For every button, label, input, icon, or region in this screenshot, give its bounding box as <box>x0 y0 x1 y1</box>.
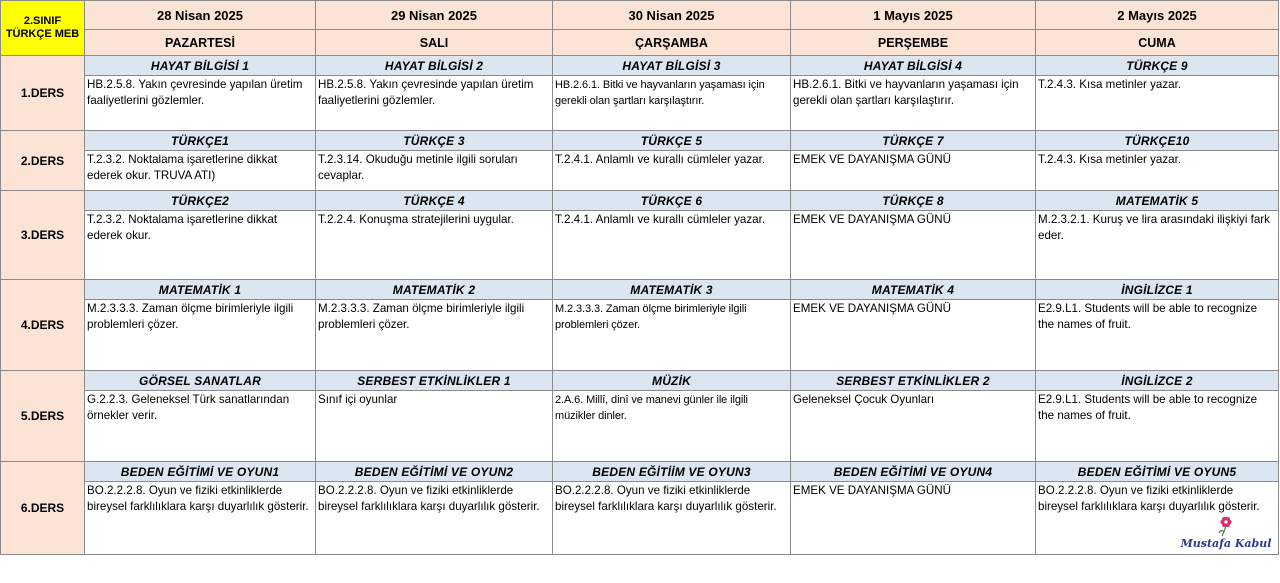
day-header: PERŞEMBE <box>791 30 1036 56</box>
subject-title: TÜRKÇE2 <box>85 191 316 211</box>
date-header: 2 Mayıs 2025 <box>1036 1 1279 30</box>
subject-title: SERBEST ETKİNLİKLER 2 <box>791 371 1036 391</box>
subject-title: BEDEN EĞİTİMİ VE OYUN2 <box>316 462 553 482</box>
objective-text: T.2.4.3. Kısa metinler yazar. <box>1036 76 1279 131</box>
objective-text: M.2.3.3.3. Zaman ölçme birimleriyle ilgili problemleri çözer. <box>316 300 553 371</box>
lesson-label: 6.DERS <box>1 462 85 555</box>
subject-title: MATEMATİK 2 <box>316 280 553 300</box>
subject-title: BEDEN EĞİTİMİ VE OYUN5 <box>1036 462 1279 482</box>
objective-text: BO.2.2.2.8. Oyun ve fiziki etkinliklerde bireysel farklılıklara karşı duyarlılık gösterir. <box>85 482 316 555</box>
objective-text: E2.9.L1. Students will be able to recognize the names of fruit. <box>1036 300 1279 371</box>
subject-title: MATEMATİK 4 <box>791 280 1036 300</box>
objective-text: EMEK VE DAYANIŞMA GÜNÜ <box>791 151 1036 191</box>
subject-title: MATEMATİK 1 <box>85 280 316 300</box>
objective-text: M.2.3.2.1. Kuruş ve lira arasındaki ilişkiyi fark eder. <box>1036 211 1279 280</box>
objective-text: T.2.2.4. Konuşma stratejilerini uygular. <box>316 211 553 280</box>
subject-title: TÜRKÇE 7 <box>791 131 1036 151</box>
lesson-label: 3.DERS <box>1 191 85 280</box>
objective-text: HB.2.5.8. Yakın çevresinde yapılan üretim faaliyetlerini gözlemler. <box>85 76 316 131</box>
subject-title: İNGİLİZCE 1 <box>1036 280 1279 300</box>
flower-icon <box>1219 517 1232 536</box>
objective-text: 2.A.6. Millî, dinî ve manevi günler ile ilgili müzikler dinler. <box>553 391 791 462</box>
objective-text: BO.2.2.2.8. Oyun ve fiziki etkinliklerde bireysel farklılıklara karşı duyarlılık gösterir. <box>316 482 553 555</box>
subject-title: TÜRKÇE 3 <box>316 131 553 151</box>
objective-text: G.2.2.3. Geleneksel Türk sanatlarından örnekler verir. <box>85 391 316 462</box>
objective-text: Sınıf içi oyunlar <box>316 391 553 462</box>
objective-text: M.2.3.3.3. Zaman ölçme birimleriyle ilgili problemleri çözer. <box>85 300 316 371</box>
day-header: ÇARŞAMBA <box>553 30 791 56</box>
subject-title: TÜRKÇE 8 <box>791 191 1036 211</box>
subject-title: MATEMATİK 3 <box>553 280 791 300</box>
date-header: 28 Nisan 2025 <box>85 1 316 30</box>
subject-title: TÜRKÇE 5 <box>553 131 791 151</box>
objective-text: EMEK VE DAYANIŞMA GÜNÜ <box>791 211 1036 280</box>
objective-text: T.2.3.2. Noktalama işaretlerine dikkat ederek okur. TRUVA ATI) <box>85 151 316 191</box>
subject-title: HAYAT BİLGİSİ 2 <box>316 56 553 76</box>
objective-text: EMEK VE DAYANIŞMA GÜNÜ <box>791 482 1036 555</box>
objective-text: M.2.3.3.3. Zaman ölçme birimleriyle ilgili problemleri çözer. <box>553 300 791 371</box>
subject-title: HAYAT BİLGİSİ 4 <box>791 56 1036 76</box>
subject-title: TÜRKÇE10 <box>1036 131 1279 151</box>
objective-text: BO.2.2.2.8. Oyun ve fiziki etkinliklerde bireysel farklılıklara karşı duyarlılık gösterir. Mustafa Kabul <box>1036 482 1279 555</box>
subject-title: TÜRKÇE 6 <box>553 191 791 211</box>
subject-title: BEDEN EĞİTİİM VE OYUN3 <box>553 462 791 482</box>
subject-title: İNGİLİZCE 2 <box>1036 371 1279 391</box>
objective-text: T.2.3.2. Noktalama işaretlerine dikkat ederek okur. <box>85 211 316 280</box>
subject-title: HAYAT BİLGİSİ 3 <box>553 56 791 76</box>
lesson-label: 4.DERS <box>1 280 85 371</box>
date-header: 1 Mayıs 2025 <box>791 1 1036 30</box>
objective-text: E2.9.L1. Students will be able to recognize the names of fruit. <box>1036 391 1279 462</box>
class-label: 2.SINIF TÜRKÇE MEB <box>1 1 85 56</box>
subject-title: TÜRKÇE1 <box>85 131 316 151</box>
date-header: 30 Nisan 2025 <box>553 1 791 30</box>
subject-title: MATEMATİK 5 <box>1036 191 1279 211</box>
objective-text: T.2.3.14. Okuduğu metinle ilgili soruları cevaplar. <box>316 151 553 191</box>
objective-text: BO.2.2.2.8. Oyun ve fiziki etkinliklerde bireysel farklılıklara karşı duyarlılık gösterir. <box>553 482 791 555</box>
objective-text: T.2.4.1. Anlamlı ve kurallı cümleler yazar. <box>553 151 791 191</box>
objective-text: Geleneksel Çocuk Oyunları <box>791 391 1036 462</box>
subject-title: BEDEN EĞİTİMİ VE OYUN4 <box>791 462 1036 482</box>
subject-title: TÜRKÇE 4 <box>316 191 553 211</box>
objective-text: HB.2.5.8. Yakın çevresinde yapılan üretim faaliyetlerini gözlemler. <box>316 76 553 131</box>
subject-title: SERBEST ETKİNLİKLER 1 <box>316 371 553 391</box>
objective-text: EMEK VE DAYANIŞMA GÜNÜ <box>791 300 1036 371</box>
day-header: CUMA <box>1036 30 1279 56</box>
subject-title: BEDEN EĞİTİMİ VE OYUN1 <box>85 462 316 482</box>
signature-logo <box>1178 514 1274 552</box>
objective-text: T.2.4.3. Kısa metinler yazar. <box>1036 151 1279 191</box>
subject-title: TÜRKÇE 9 <box>1036 56 1279 76</box>
objective-text: HB.2.6.1. Bitki ve hayvanların yaşaması için gerekli olan şartları karşılaştırır. <box>553 76 791 131</box>
subject-title: MÜZİK <box>553 371 791 391</box>
date-header: 29 Nisan 2025 <box>316 1 553 30</box>
signature-text: Mustafa Kabul <box>1180 537 1272 550</box>
lesson-label: 2.DERS <box>1 131 85 191</box>
lesson-label: 1.DERS <box>1 56 85 131</box>
subject-title: HAYAT BİLGİSİ 1 <box>85 56 316 76</box>
subject-title: GÖRSEL SANATLAR <box>85 371 316 391</box>
objective-text: T.2.4.1. Anlamlı ve kurallı cümleler yazar. <box>553 211 791 280</box>
day-header: SALI <box>316 30 553 56</box>
lesson-label: 5.DERS <box>1 371 85 462</box>
day-header: PAZARTESİ <box>85 30 316 56</box>
objective-text: HB.2.6.1. Bitki ve hayvanların yaşaması için gerekli olan şartları karşılaştırır. <box>791 76 1036 131</box>
